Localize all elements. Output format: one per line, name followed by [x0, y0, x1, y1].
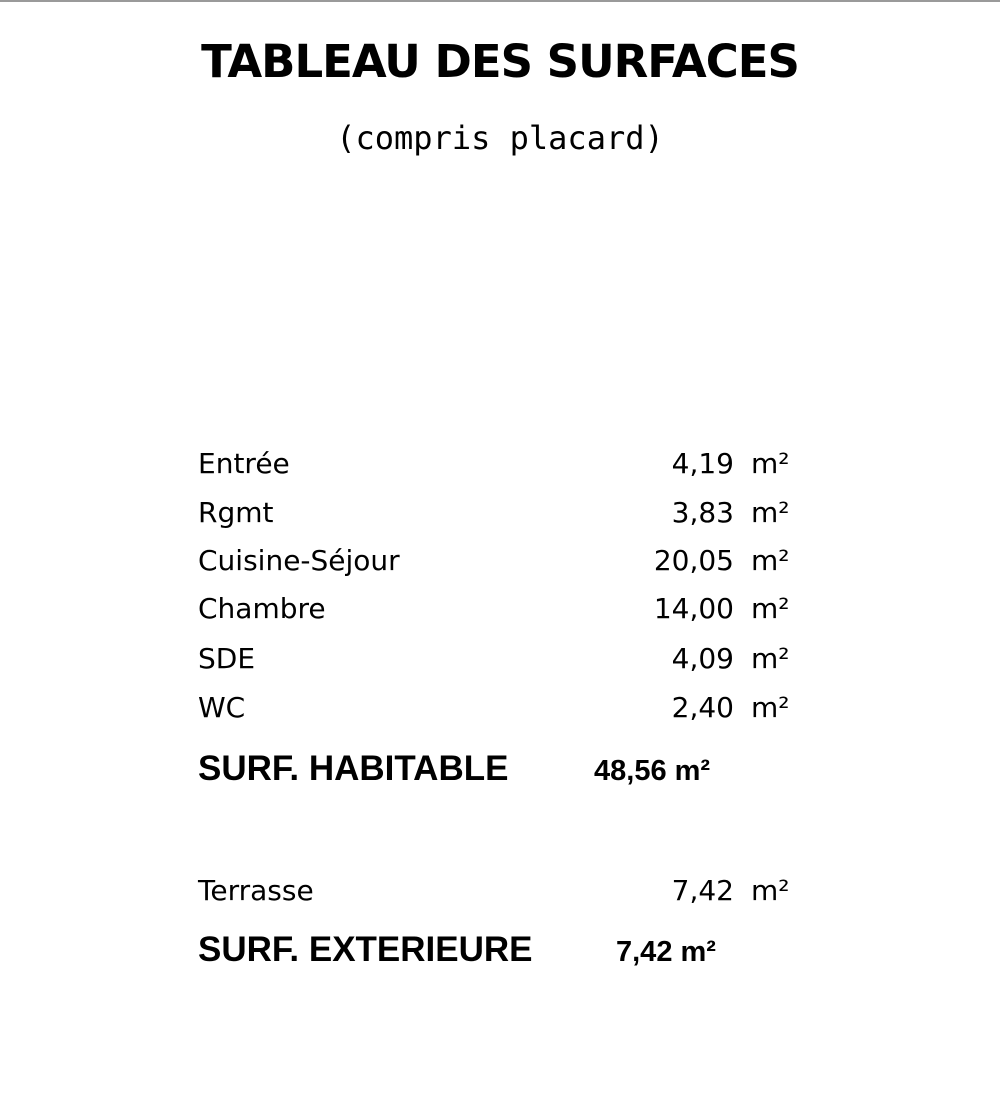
row-label: Rgmt — [198, 496, 274, 529]
row-unit: m² — [751, 642, 790, 675]
exterior-total-value: 7,42 — [616, 936, 673, 968]
table-row-chambre — [198, 589, 798, 629]
table-row-wc — [198, 688, 798, 728]
row-value: 14,00 — [653, 592, 734, 625]
table-row-sde — [198, 639, 798, 679]
page-top-border — [0, 0, 1000, 2]
exterior-total-label: SURF. EXTERIEURE — [198, 930, 533, 969]
row-value: 4,19 — [671, 447, 734, 480]
row-unit: m² — [751, 496, 790, 529]
row-unit: m² — [751, 691, 790, 724]
row-value: 7,42 — [671, 874, 734, 907]
document-subtitle: (compris placard) — [336, 119, 664, 157]
table-row-entree — [198, 444, 798, 484]
row-label: SDE — [198, 642, 256, 675]
table-row-rgmt — [198, 493, 798, 533]
row-label: Terrasse — [198, 874, 314, 907]
row-value: 4,09 — [671, 642, 734, 675]
habitable-total-unit: m² — [674, 755, 711, 787]
row-value: 20,05 — [653, 544, 734, 577]
row-unit: m² — [751, 874, 790, 907]
exterior-total-unit: m² — [680, 936, 716, 968]
row-label: Chambre — [198, 592, 326, 625]
habitable-total-value-group — [594, 751, 710, 791]
habitable-total-label: SURF. HABITABLE — [198, 749, 509, 788]
row-value: 2,40 — [671, 691, 734, 724]
row-value: 3,83 — [671, 496, 734, 529]
exterior-total-value-group — [616, 932, 716, 972]
row-unit: m² — [751, 544, 790, 577]
row-label: Cuisine-Séjour — [198, 544, 400, 577]
row-label: Entrée — [198, 447, 290, 480]
document-title: TABLEAU DES SURFACES — [201, 35, 799, 88]
row-unit: m² — [751, 592, 790, 625]
row-unit: m² — [751, 447, 790, 480]
table-row-cuisine-sejour — [198, 541, 798, 581]
habitable-total-value: 48,56 — [594, 755, 667, 787]
row-label: WC — [198, 691, 246, 724]
table-row-terrasse — [198, 871, 798, 911]
